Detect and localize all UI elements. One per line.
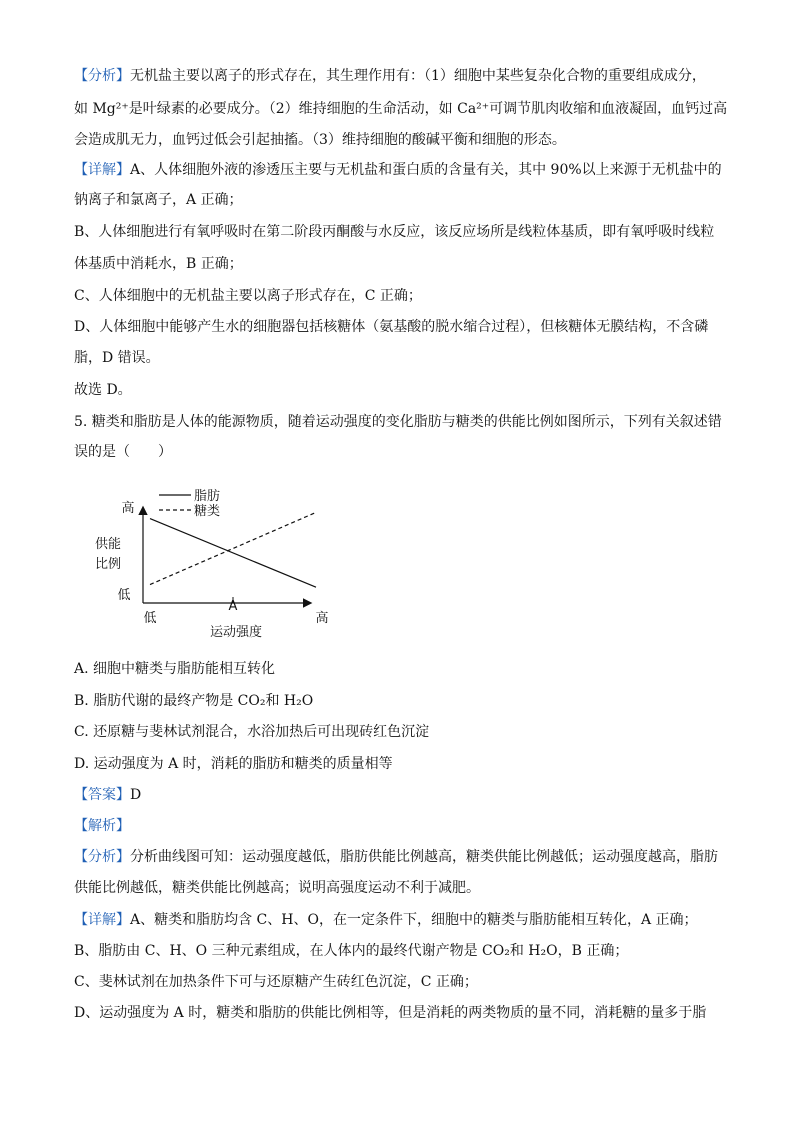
y-axis-label-part-2: 比例 [94, 557, 122, 572]
prev-conclusion: 故选 D。 [74, 382, 132, 398]
detail-line-2: B、脂肪由 C、H、O 三种元素组成，在人体内的最终代谢产物是 CO₂和 H₂O，B 正确； [74, 943, 629, 959]
x-low-label: 低 [143, 611, 157, 626]
text: A、糖类和脂肪均含 C、H、O，在一定条件下，细胞中的糖类与脂肪能相互转化，A 正确； [130, 912, 698, 928]
prev-analysis-line-1 [74, 66, 706, 86]
analysis-line-2: 供能比例越低，糖类供能比例越高；说明高强度运动不利于减肥。 [74, 880, 480, 896]
answer-mark: 【答案】 [74, 787, 130, 803]
option-d: D. 运动强度为 A 时，消耗的脂肪和糖类的质量相等 [74, 756, 393, 772]
analysis-mark: 【分析】 [74, 849, 130, 865]
y-low-label: 低 [117, 588, 131, 603]
prev-detail-line-6: D、人体细胞中能够产生水的细胞器包括核糖体（氨基酸的脱水缩合过程），但核糖体无膜结构，不含磷 [74, 319, 709, 335]
text: A、人体细胞外液的渗透压主要与无机盐和蛋白质的含量有关，其中 90%以上来源于无机盐中的 [130, 162, 722, 178]
prev-detail-line-3: B、人体细胞进行有氧呼吸时在第二阶段丙酮酸与水反应，该反应场所是线粒体基质，即有氧呼吸时线粒 [74, 224, 715, 240]
parse-mark-text: 【解析】 [74, 818, 130, 834]
detail-mark: 【详解】 [74, 912, 130, 928]
prev-detail-line-2: 钠离子和氯离子，A 正确； [74, 192, 243, 208]
legend-fat-label: 脂肪 [194, 489, 221, 504]
answer-value: D [130, 787, 142, 803]
prev-detail-line-7: 脂，D 错误。 [74, 350, 160, 366]
legend-sugar-label: 糖类 [194, 504, 221, 519]
prev-analysis-line-2: 如 Mg²⁺是叶绿素的必要成分。（2）维持细胞的生命活动，如 Ca²⁺可调节肌肉收缩和血液凝固，血钙过高 [74, 101, 728, 117]
detail-line-4: D、运动强度为 A 时，糖类和脂肪的供能比例相等，但是消耗的两类物质的量不同，消耗糖的量多于脂 [74, 1005, 707, 1021]
detail-mark: 【详解】 [74, 162, 130, 178]
option-a: A. 细胞中糖类与脂肪能相互转化 [74, 661, 276, 677]
detail-line-3: C、斐林试剂在加热条件下可与还原糖产生砖红色沉淀，C 正确； [74, 974, 478, 990]
analysis-mark: 【分析】 [74, 68, 130, 84]
a-marker-label: A [228, 599, 238, 614]
question-line-1: 5. 糖类和脂肪是人体的能源物质，随着运动强度的变化脂肪与糖类的供能比例如图所示，下列有关叙述错 [74, 414, 722, 430]
detail-line-1 [74, 910, 698, 930]
text: 无机盐主要以离子的形式存在，其生理作用有：（1）细胞中某些复杂化合物的重要组成成分， [130, 68, 706, 84]
parse-mark [74, 816, 130, 836]
answer-line [74, 785, 141, 805]
option-b: B. 脂肪代谢的最终产物是 CO₂和 H₂O [74, 693, 314, 709]
prev-analysis-line-3: 会造成肌无力，血钙过低会引起抽搐。（3）维持细胞的酸碱平衡和细胞的形态。 [74, 132, 566, 148]
x-axis-label: 运动强度 [209, 625, 263, 640]
prev-detail-line-1 [74, 160, 722, 180]
option-c: C. 还原糖与斐林试剂混合，水浴加热后可出现砖红色沉淀 [74, 724, 430, 740]
prev-detail-line-4: 体基质中消耗水，B 正确； [74, 256, 243, 272]
fat-line [150, 519, 316, 588]
y-axis-label-part-1: 供能 [94, 537, 122, 552]
sugar-line [150, 512, 316, 584]
x-high-label: 高 [315, 611, 329, 626]
analysis-line-1 [74, 847, 718, 867]
energy-ratio-chart [86, 486, 346, 646]
y-high-label: 高 [121, 501, 135, 516]
text: 分析曲线图可知：运动强度越低，脂肪供能比例越高，糖类供能比例越低；运动强度越高，脂肪 [130, 849, 718, 865]
question-line-2: 误的是（ ） [74, 444, 172, 460]
prev-detail-line-5: C、人体细胞中的无机盐主要以离子形式存在，C 正确； [74, 288, 422, 304]
